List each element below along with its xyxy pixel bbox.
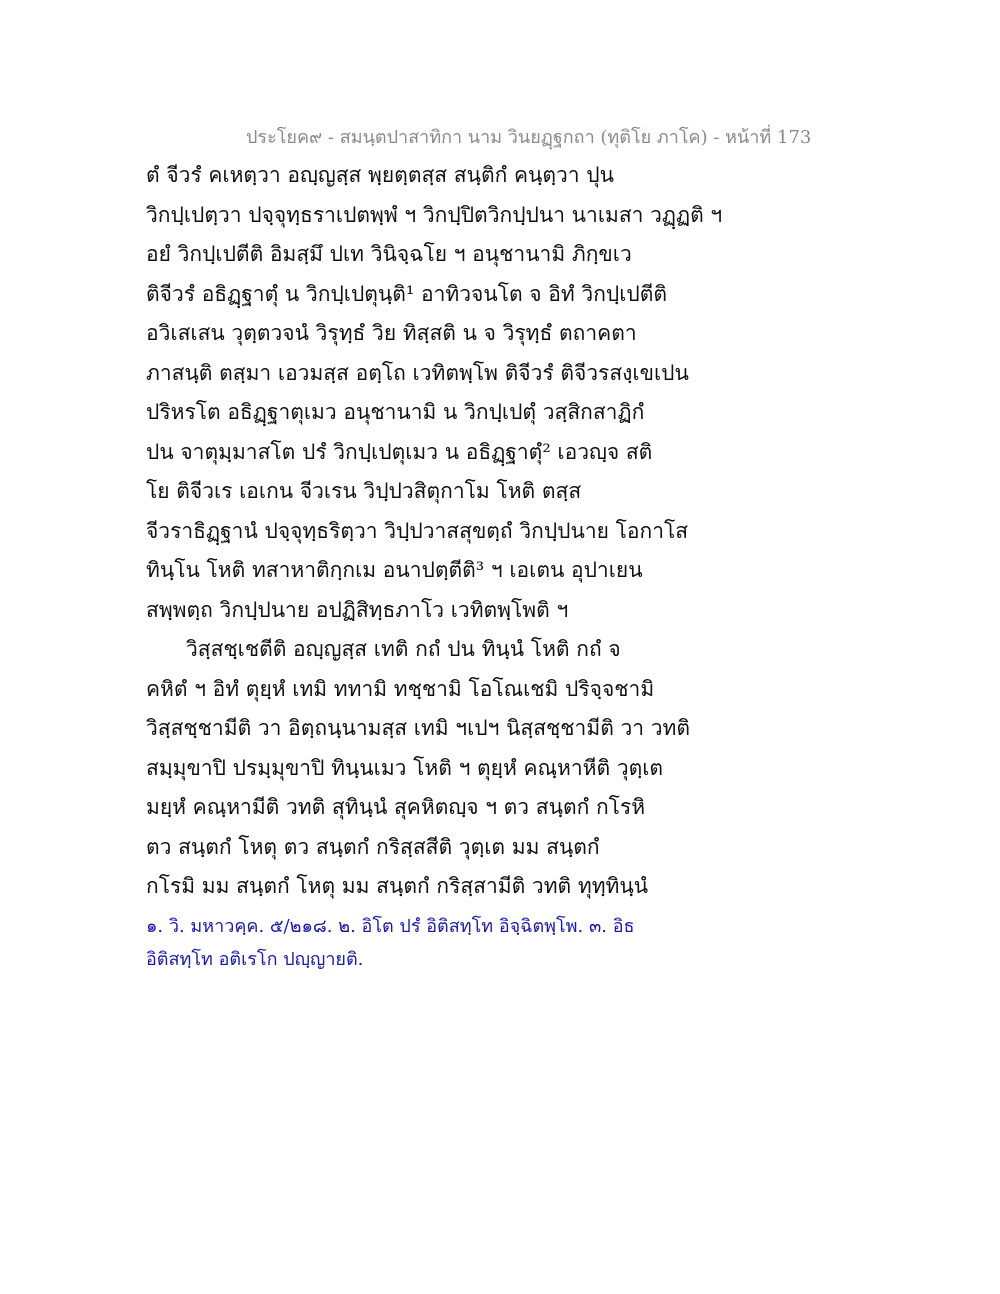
body-line: จีวราธิฏฺฐานํ ปจฺจุทฺธริตฺวา วิปฺปวาสสุขตฺถํ วิกปฺปนาย โอกาโส <box>146 518 689 543</box>
footnote-line: ๑. วิ. มหาวคฺค. ๕/๒๑๘. ๒. อิโต ปรํ อิติสทฺโท อิจฺฉิตพฺโพ. ๓. อิธ <box>146 916 635 937</box>
body-line: ปริหรโต อธิฏฺฐาตุเมว อนุชานามิ น วิกปฺเปตุํ วสฺสิกสาฏิกํ <box>146 400 645 424</box>
body-line: วิสฺสชฺชามีติ วา อิตฺถนฺนามสฺส เทมิ ฯเปฯ นิสฺสชฺชามีติ วา วทติ <box>146 716 691 740</box>
body-line: อวิเสเสน วุตฺตวจนํ วิรุทฺธํ วิย ทิสฺสติ น จ วิรุทฺธํ ตถาคตา <box>146 321 637 345</box>
body-line: มยฺหํ คณฺหามีติ วทติ สุทินฺนํ สุคหิตญฺจ ฯ ตว สนฺตกํ กโรหิ <box>146 795 646 819</box>
footnotes <box>146 913 866 979</box>
body-line: ตว สนฺตกํ โหตุ ตว สนฺตกํ กริสฺสสีติ วุตฺเต มม สนฺตกํ <box>146 834 600 859</box>
body-line: ตํ จีวรํ คเหตฺวา อญฺญสฺส พฺยตฺตสฺส สนฺติกํ คนฺตฺวา ปุน <box>146 163 614 187</box>
body-line: สพฺพตฺถ วิกปฺปนาย อปฏิสิทฺธภาโว เวทิตพฺโพติ ฯ <box>146 597 569 622</box>
body-line: โย ติจีวเร เอเกน จีวเรน วิปฺปวสิตุกาโม โหติ ตสฺส <box>146 479 582 503</box>
body-line: คหิตํ ฯ อิทํ ตุยฺหํ เทมิ ททามิ ทชฺชามิ โอโณเชมิ ปริจฺจชามิ <box>146 676 655 701</box>
running-header: ประโยค๙ - สมนฺตปาสาทิกา นาม วินยฏฺฐกถา (ทุติโย ภาโค) - หน้าที่ 173 <box>246 127 812 148</box>
body-text <box>146 160 866 911</box>
body-line: ปน จาตุมฺมาสโต ปรํ วิกปฺเปตุเมว น อธิฏฺฐาตุํ² เอวญฺจ สติ <box>146 439 653 464</box>
body-line: สมฺมุขาปิ ปรมฺมุขาปิ ทินฺนเมว โหติ ฯ ตุยฺหํ คณฺหาหีติ วุตฺเต <box>146 755 664 780</box>
body-line: อยํ วิกปฺเปตีติ อิมสฺมึ ปเท วินิจฺฉโย ฯ อนุชานามิ ภิกฺขเว <box>146 242 632 266</box>
body-line: กโรมิ มม สนฺตกํ โหตุ มม สนฺตกํ กริสฺสามีติ วทติ ทุทฺทินฺนํ <box>146 874 649 898</box>
body-line: ภาสนฺติ ตสฺมา เอวมสฺส อตฺโถ เวทิตพฺโพ ติจีวรํ ติจีวรสงฺเขเปน <box>146 360 689 385</box>
body-line: ทินฺโน โหติ ทสาหาติกฺกเม อนาปตฺตีติ³ ฯ เอเตน อุปาเยน <box>146 558 643 582</box>
body-line: ติจีวรํ อธิฏฺฐาตุํ น วิกปฺเปตุนฺติ¹ อาทิวจนโต จ อิทํ วิกปฺเปตีติ <box>146 281 668 306</box>
paragraph-start-line: วิสฺสชฺเชตีติ อญฺญสฺส เทติ กถํ ปน ทินฺนํ โหติ กถํ จ <box>186 637 621 661</box>
footnote-line: อิติสทฺโท อติเรโก ปญฺญายติ. <box>146 949 364 970</box>
body-line: วิกปฺเปตฺวา ปจฺจุทฺธราเปตพฺพํ ฯ วิกปฺปิตวิกปฺปนา นาเมสา วฏฺฏติ ฯ <box>146 202 723 227</box>
